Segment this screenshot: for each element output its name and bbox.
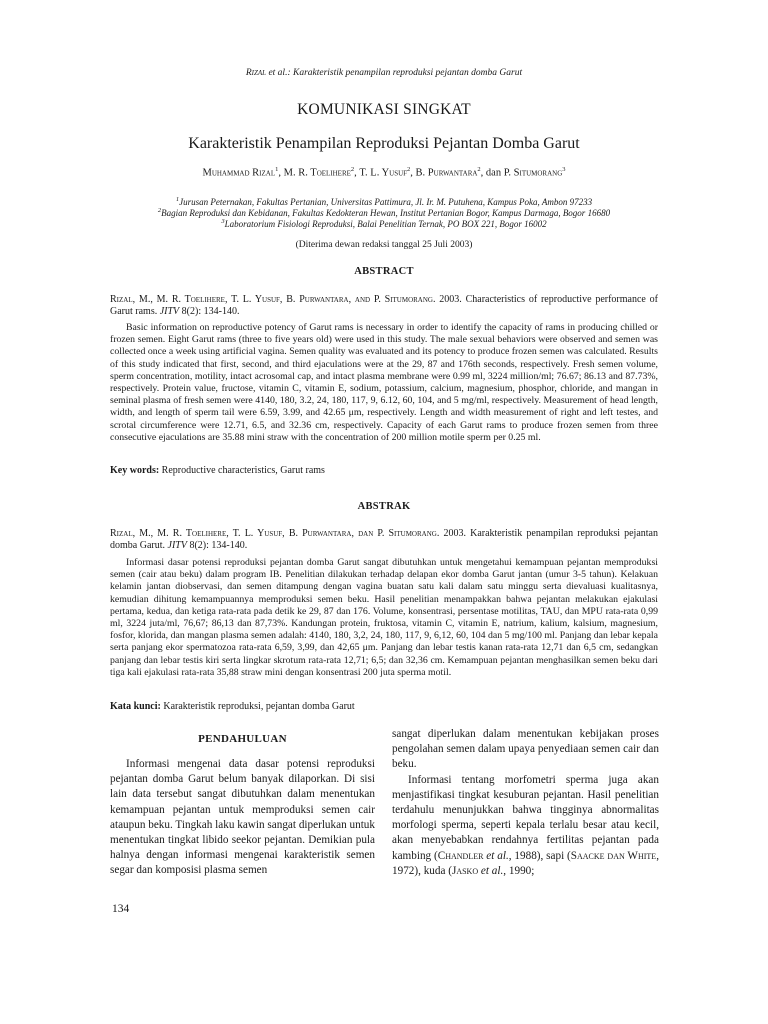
- affiliation-sup: 3: [221, 218, 225, 225]
- abstrak-heading: ABSTRAK: [357, 501, 411, 512]
- running-head: [100, 68, 668, 78]
- citation-year: , 1990;: [503, 864, 535, 877]
- citation-text: 2003. Karakteristik penampilan reproduksi pejantan domba Garut.: [110, 528, 658, 552]
- author-name: T. L. Yusuf: [359, 167, 408, 179]
- page-number: 134: [112, 903, 130, 915]
- author-name: B. Purwantara: [415, 167, 478, 179]
- citation-authors: Rizal, M., M. R. Toelihere, T. L. Yusuf, B. Purwantara, dan P. Situmorang.: [110, 528, 440, 539]
- body-left-column: [110, 757, 375, 879]
- received-date: (Diterima dewan redaksi tanggal 25 Juli 2003): [295, 240, 473, 250]
- affiliation-text: Bagian Reproduksi dan Kebidanan, Fakultas Kedokteran Hewan, Institut Pertanian Bogor, Kampus Darmaga, Bogor 16680: [161, 208, 611, 218]
- author-name: Muhammad Rizal: [202, 167, 276, 179]
- citation-year: , 1972), kuda (: [392, 849, 659, 877]
- author-separator: ,: [354, 167, 360, 179]
- body-right-column: [392, 727, 659, 879]
- abstrak-citation: [110, 528, 658, 552]
- author-name: M. R. Toelihere: [283, 167, 351, 179]
- citation-author: Jasko: [451, 864, 479, 877]
- author-affil-sup: 1: [275, 166, 279, 173]
- keywords-label: Key words:: [110, 465, 160, 476]
- article-title: Karakteristik Penampilan Reproduksi Pejantan Domba Garut: [188, 135, 580, 152]
- author-affil-sup: 2: [477, 166, 481, 173]
- keywords-label: Kata kunci:: [110, 701, 161, 712]
- affiliation-text: Laboratorium Fisiologi Reproduksi, Balai Penelitian Ternak, PO BOX 221, Bogor 16002: [224, 219, 547, 229]
- keywords-text: Karakteristik reproduksi, pejantan domba Garut: [160, 701, 355, 712]
- body-paragraph: [392, 773, 659, 879]
- running-head-author: Rizal: [245, 68, 267, 78]
- affiliation-text: Jurusan Peternakan, Fakultas Pertanian, Universitas Pattimura, Jl. Ir. M. Putuhena, Kampus Poka, Ambon 97233: [179, 197, 593, 207]
- citation-year: , 1988), sapi (: [508, 849, 571, 862]
- abstrak-body: Informasi dasar potensi reproduksi pejantan domba Garut sangat dibutuhkan untuk mengetahui kemampuan pejantan memproduksi semen (cair atau beku) dalam program IB. Penelitian dilakukan terhadap delapan ekor domba Garut jantan (umur 3-5 tahun). Kelakuan kelamin jantan diobservasi, dan semen ditampung dengan vagina buatan satu kali dalam satu minggu serta dievaluasi kualitasnya, kemudian dihitung kemampuannya memproduksi semen beku. Hasil penelitian menampakkan bahwa pejantan melakukan ejakulasi pertama, kedua, dan ketiga rata-rata pada detik ke 29, 87 dan 176. Volume, konsentrasi, persentase motilitas, TAU, dan MPU rata-rata 0,99 ml, 3224 juta/ml, 76,67; 86,13 dan 87,73%. Kandungan protein, fruktosa, vitamin C, vitamin E, natrium, kalium, kalsium, magnesium, fosfor, klorida, dan mangan plasma semen adalah: 4140, 180, 3,2, 24, 180, 117, 9, 6,12, 60, 104 dan 5 mg/100 ml. Panjang dan lebar kepala serta panjang ekor spermatozoa rata-rata 6,59, 3,99, dan 42,65 μm. Panjang dan lebar testis kanan rata-rata 12,71 dan 6,5 cm, sedangkan panjang dan lebar testis kiri serta lingkar skrotum rata-rata 12,71; 6,5; dan 32,36 cm. Kemampuan pejantan menghasilkan semen beku dari tiga kali ejakulasi rata-rata 35,88 straw mini dengan konsentrasi 200 juta sperma motil.: [110, 557, 658, 678]
- affiliation-sup: 1: [175, 196, 180, 203]
- abstract-keywords: [110, 465, 658, 476]
- running-head-text: et al.: Karakteristik penampilan reproduksi pejantan domba Garut: [266, 68, 523, 78]
- affiliation-3: [90, 216, 678, 230]
- citation-text: 2003. Characteristics of reproductive performance of Garut rams.: [110, 294, 658, 318]
- author-separator: ,: [410, 167, 416, 179]
- author-list: [90, 166, 678, 179]
- citation-authors: Rizal, M., M. R. Toelihere, T. L. Yusuf, B. Purwantara, and P. Situmorang.: [110, 294, 436, 305]
- body-paragraph: sangat diperlukan dalam menentukan kebijakan proses pengolahan semen dalam upaya penyediaan semen cair dan beku.: [392, 728, 659, 771]
- author-name: P. Situmorang: [503, 167, 563, 179]
- citation-author: Chandler: [437, 849, 484, 862]
- citation-journal: JITV: [159, 306, 180, 318]
- abstract-citation: [110, 294, 658, 318]
- citation-volume: 8(2): 134-140.: [179, 306, 240, 318]
- author-affil-sup: 2: [350, 166, 355, 173]
- author-affil-sup: 2: [407, 166, 411, 173]
- citation-etal: et al.: [483, 849, 509, 862]
- body-paragraph: Informasi mengenai data dasar potensi reproduksi pejantan domba Garut belum banyak dilaporkan. Di sisi lain data tersebut sangat dibutuhkan dalam menentukan kemampuan pejantan untuk memproduksi semen cair ataupun beku. Tingkah laku kawin sangat diperlukan untuk menentukan tingkat libido seekor pejantan. Demikian pula halnya dengan informasi mengenai karakteristik semen segar dan komposisi plasma semen: [110, 758, 375, 877]
- keywords-text: Reproductive characteristics, Garut rams: [159, 465, 325, 476]
- abstract-heading: ABSTRACT: [354, 266, 414, 277]
- author-separator: , dan: [480, 167, 504, 179]
- citation-journal: JITV: [167, 540, 187, 552]
- section-heading-pendahuluan: PENDAHULUAN: [198, 733, 287, 745]
- author-separator: ,: [278, 167, 284, 179]
- abstrak-keywords: [110, 701, 658, 712]
- citation-author: Saacke dan White: [570, 849, 657, 862]
- article-type: KOMUNIKASI SINGKAT: [297, 101, 471, 118]
- citation-volume: 8(2): 134-140.: [186, 540, 248, 552]
- paragraph-text: Informasi tentang morfometri sperma juga akan menjastifikasi tingkat kesuburan pejantan. Hasil penelitian terdahulu menunjukkan bahwa tingginya abnormalitas morfologi sperma, seperti kepala terlalu besar atau kecil, akan menyebabkan rendahnya fertilitas pejantan pada kambing (: [392, 773, 659, 862]
- citation-etal: et al.: [478, 864, 504, 877]
- affiliation-sup: 2: [157, 207, 162, 214]
- author-affil-sup: 3: [562, 166, 566, 173]
- abstract-body: Basic information on reproductive potency of Garut rams is necessary in order to identify the capacity of rams in producing chilled or frozen semen. Eight Garut rams (three to five years old) were used in this study. The male sexual behaviors were observed and semen was collected once a week using artificial vagina. Semen quality was evaluated and its potency to produce frozen semen was calculated. Results of this study indicated that first, second, and third ejaculations were at the 29, 87 and 176th seconds, respectively. Fresh semen volume, sperm concentration, motility, intact acrosomal cap, and intact plasma membrane were 0.99 ml, 3224 million/ml; 76.67; 86.13 and 87.73%, respectively. Protein value, fructose, vitamin C, vitamin E, sodium, potassium, calcium, magnesium, phosphor, chloride, and mangan in seminal plasma of fresh semen were 4140, 180, 3.2, 24, 180, 117, 9, 6.12, 60, 104, and 5 mg/ml, respectively. Measurement of head length, width, and length of sperm tail were 6.59, 3.99, and 42.65 μm, respectively. Length and width measurement of right and left testes, and scrotal circumference were 12.71, 6.5, and 32.36 cm, respectively. Capacity of each Garut rams to produce frozen semen from three consecutive ejaculations are 35.88 mini straw with the concentration of 200 million motile sperm per 0.25 ml.: [110, 322, 658, 443]
